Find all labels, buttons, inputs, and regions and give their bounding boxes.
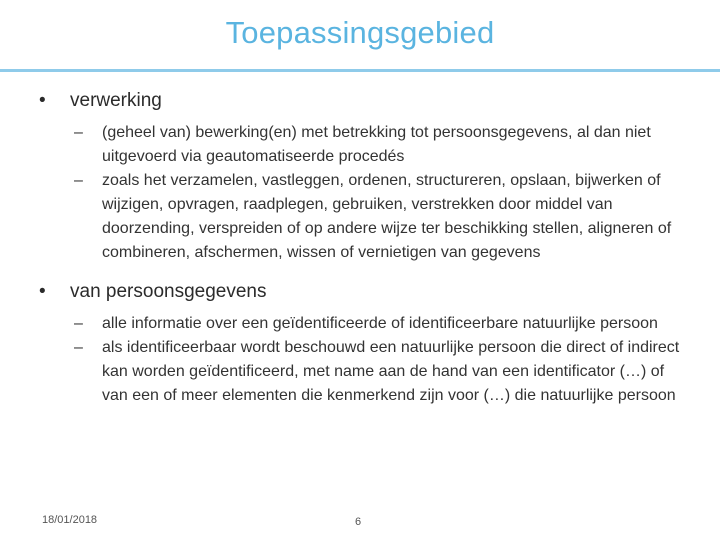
- sub-bullet-text: (geheel van) bewerking(en) met betrekking tot persoonsgegevens, al dan niet uitgevoerd via geautomatiseerde procedés: [102, 124, 651, 165]
- bullet-verwerking: [28, 88, 688, 113]
- bullet-text: verwerking: [70, 90, 162, 111]
- bullet-persoonsgegevens: [28, 279, 688, 304]
- sub-bullet: [28, 312, 688, 336]
- sub-bullet: [28, 336, 688, 408]
- sub-bullet-marker: –: [74, 339, 83, 356]
- sub-bullet-marker: –: [74, 172, 83, 189]
- page-number: 6: [355, 516, 362, 528]
- sub-bullet: [28, 121, 688, 169]
- slide-content: [28, 88, 688, 408]
- sub-bullet-text: als identificeerbaar wordt beschouwd een natuurlijke persoon die direct of indirect kan worden geïdentificeerd, met name aan de hand van een identificator (…) of van een of meer elementen die kenmerkend zijn voor (…) die natuurlijke persoon: [102, 339, 680, 404]
- title-divider: [0, 69, 720, 72]
- bullet-text: van persoonsgegevens: [70, 281, 267, 302]
- sub-bullet-marker: –: [74, 124, 83, 141]
- sub-bullet: [28, 169, 688, 265]
- sub-bullet-marker: –: [74, 315, 83, 332]
- sub-bullet-text: alle informatie over een geïdentificeerde of identificeerbare natuurlijke persoon: [102, 315, 658, 332]
- bullet-marker: •: [39, 281, 46, 302]
- slide-title: Toepassingsgebied: [225, 15, 495, 50]
- bullet-marker: •: [39, 90, 46, 111]
- footer-date: 18/01/2018: [42, 514, 98, 526]
- sub-bullet-text: zoals het verzamelen, vastleggen, ordenen, structureren, opslaan, bijwerken of wijzigen, opvragen, raadplegen, gebruiken, verstrekken door middel van doorzending, verspreiden of op andere wijze ter beschikking stellen, aligneren of combineren, afschermen, wissen of vernietigen van gegevens: [102, 172, 672, 261]
